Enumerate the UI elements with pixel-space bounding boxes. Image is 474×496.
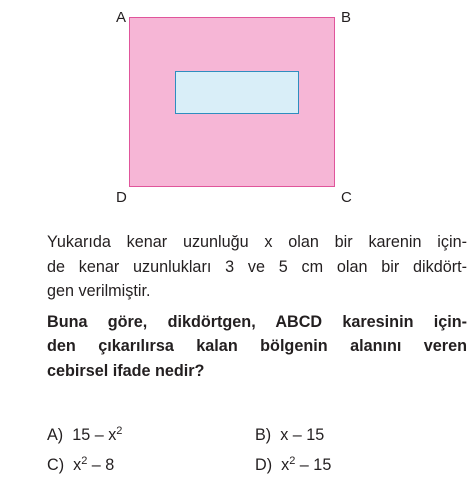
intro-line: de kenar uzunlukları 3 ve 5 cm olan bir dikdört- [47,257,467,276]
geometry-figure [0,0,474,215]
prompt-line: Buna göre, dikdörtgen, ABCD karesinin için- [47,312,467,331]
intro-line: gen verilmiştir. [47,282,151,300]
question-prompt [47,310,467,384]
option-text: x [281,456,290,474]
option-text: x [73,456,82,474]
option-text: x – 15 [280,426,325,444]
option-letter: D) [255,456,273,474]
option-c[interactable] [47,456,114,475]
vertex-label-c: C [341,189,352,206]
inner-rectangle [175,71,299,114]
option-b[interactable] [255,426,324,445]
option-text-post: – 8 [87,456,115,474]
intro-line: Yukarıda kenar uzunluğu x olan bir karenin için- [47,233,467,251]
option-letter: A) [47,426,64,444]
option-d[interactable] [255,456,331,475]
prompt-line: den çıkarılırsa kalan bölgenin alanını veren [47,337,467,355]
option-text: 15 – x [72,426,117,444]
option-exponent: 2 [81,455,88,467]
vertex-label-a: A [116,9,127,26]
option-exponent: 2 [116,425,123,437]
option-exponent: 2 [289,455,296,467]
option-letter: C) [47,456,65,474]
option-text-post: – 15 [295,456,332,474]
question-intro [47,230,467,304]
vertex-label-d: D [116,189,127,206]
option-letter: B) [255,426,272,444]
vertex-label-b: B [341,9,352,26]
question-text [47,230,467,383]
option-a[interactable] [47,426,122,445]
prompt-line: cebirsel ifade nedir? [47,361,205,380]
